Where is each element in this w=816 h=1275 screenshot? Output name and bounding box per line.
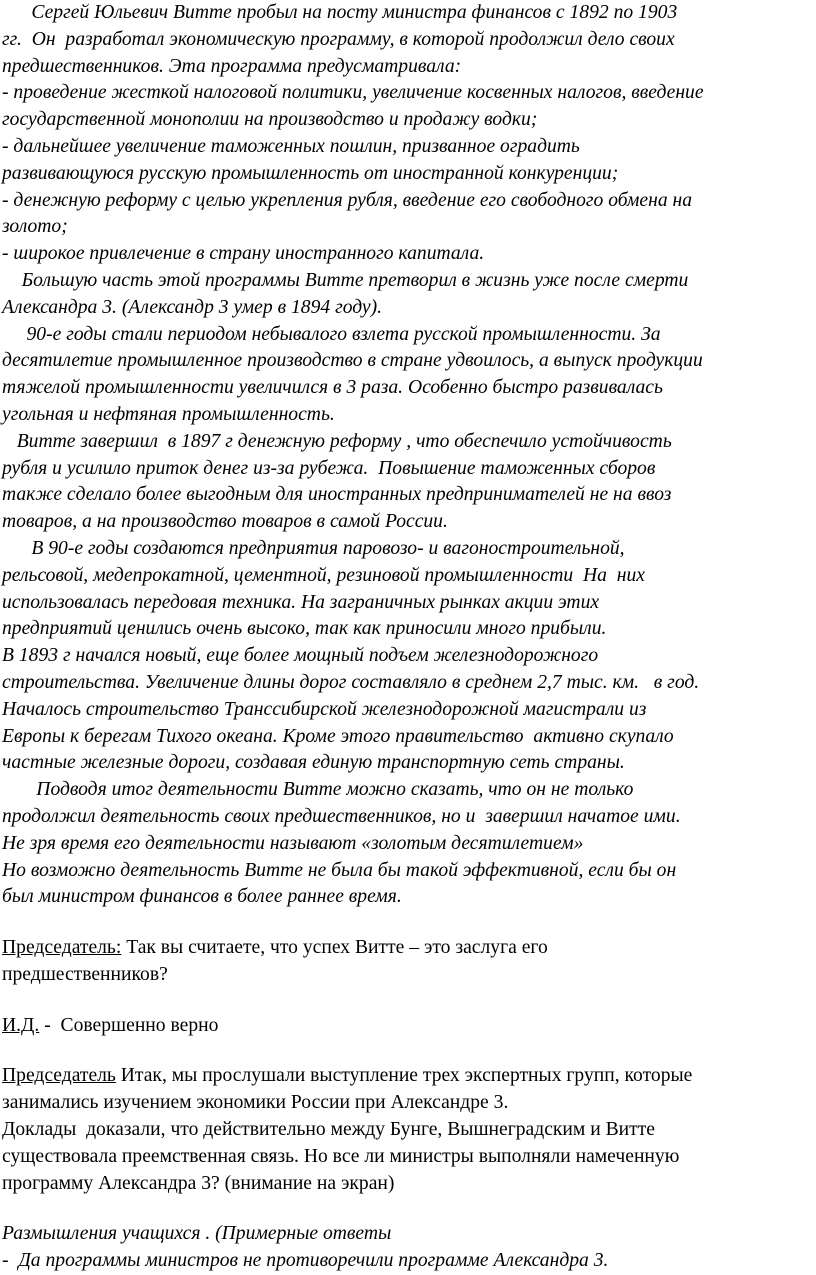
text-line: также сделало более выгодным для иностранных предпринимателей не на ввоз [2, 484, 672, 506]
text-line: Сергей Юльевич Витте пробыл на посту министра финансов с 1892 по 1903 [2, 2, 678, 23]
reflection-line: Размышления учащихся . (Примерные ответы [2, 1223, 392, 1245]
text-line: предприятий ценились очень высоко, так как приносили много прибыли. [2, 618, 607, 640]
text-line: 90-е годы стали периодом небывалого взлета русской промышленности. За [2, 323, 661, 345]
text-line: развивающуюся русскую промышленность от иностранной конкуренции; [2, 162, 619, 184]
text-line: частные железные дороги, создавая единую транспортную сеть страны. [2, 752, 625, 774]
speaker-label: И.Д. [2, 1014, 40, 1036]
speaker-label: Председатель [2, 1065, 116, 1087]
text-line: Большую часть этой программы Витте претворил в жизнь уже после смерти [2, 269, 689, 291]
text-line: рельсовой, медепрокатной, цементной, резиновой промышленности На них [2, 564, 645, 586]
dialogue-line: предшественников? [2, 963, 168, 985]
spacer [2, 911, 814, 935]
text-line: - проведение жесткой налоговой политики, увеличение косвенных налогов, введение [2, 82, 704, 104]
text-line: Европы к берегам Тихого океана. Кроме этого правительство активно скупало [2, 725, 674, 747]
spacer [2, 1197, 814, 1221]
text-line: - широкое привлечение в страну иностранного капитала. [2, 243, 485, 265]
dialogue-chairman-2 [2, 1063, 814, 1197]
text-line: товаров, а на производство товаров в самой России. [2, 511, 448, 533]
text-line: угольная и нефтяная промышленность. [2, 403, 335, 425]
speech-text: Итак, мы прослушали выступление трех экспертных групп, которые [115, 1065, 693, 1087]
spacer [2, 989, 814, 1013]
text-line: гг. Он разработал экономическую программу, в которой продолжил дело своих [2, 28, 675, 50]
dialogue-line [2, 1013, 814, 1040]
dialogue-line: занимались изучением экономики России при Александре 3. [2, 1092, 509, 1114]
text-line: продолжил деятельность своих предшественников, но и завершил начатое ими. [2, 805, 681, 827]
text-line: Началось строительство Транссибирской железнодорожной магистрали из [2, 698, 647, 720]
dialogue-line: Доклады доказали, что действительно между Бунге, Вышнеградским и Витте [2, 1119, 655, 1141]
text-line: Подводя итог деятельности Витте можно сказать, что он не только [2, 779, 634, 801]
dialogue-line [2, 935, 814, 962]
text-line: Не зря время его деятельности называют «золотым десятилетием» [2, 832, 584, 854]
text-line: государственной монополии на производство и продажу водки; [2, 109, 538, 131]
text-line: Но возможно деятельность Витте не была бы такой эффективной, если бы он [2, 859, 677, 881]
text-line: использовалась передовая техника. На заграничных рынках акции этих [2, 591, 600, 613]
text-line: золото; [2, 216, 68, 238]
dialogue-line: программу Александра 3? (внимание на экран) [2, 1172, 395, 1194]
document-page [2, 0, 814, 1275]
text-line: - дальнейшее увеличение таможенных пошлин, призванное оградить [2, 135, 580, 157]
text-line: строительства. Увеличение длины дорог составляло в среднем 2,7 тыс. км. в год. [2, 671, 700, 693]
speech-text: - Совершенно верно [39, 1014, 219, 1036]
reflection-block [2, 1221, 814, 1275]
text-line: тяжелой промышленности увеличился в 3 раза. Особенно быстро развивалась [2, 377, 663, 399]
dialogue-line: существовала преемственная связь. Но все ли министры выполняли намеченную [2, 1145, 680, 1167]
dialogue-chairman-1 [2, 935, 814, 989]
dialogue-line [2, 1063, 814, 1090]
text-line: был министром финансов в более раннее время. [2, 886, 402, 908]
speech-text: Так вы считаете, что успех Витте – это заслуга его [121, 937, 548, 959]
dialogue-id [2, 1013, 814, 1040]
text-line: Витте завершил в 1897 г денежную реформу , что обеспечило устойчивость [2, 430, 672, 452]
text-line: В 1893 г начался новый, еще более мощный подъем железнодорожного [2, 645, 599, 667]
spacer [2, 1039, 814, 1063]
text-line: В 90-е годы создаются предприятия паровозо- и вагоностроительной, [2, 537, 625, 559]
text-line: рубля и усилило приток денег из-за рубежа. Повышение таможенных сборов [2, 457, 656, 479]
italic-text-block [2, 0, 814, 911]
text-line: - денежную реформу с целью укрепления рубля, введение его свободного обмена на [2, 189, 693, 211]
text-line: десятилетие промышленное производство в стране удвоилось, а выпуск продукции [2, 350, 703, 372]
text-line: Александра 3. (Александр 3 умер в 1894 году). [2, 296, 383, 318]
reflection-line: - Да программы министров не противоречили программе Александра 3. [2, 1250, 609, 1272]
text-line: предшественников. Эта программа предусматривала: [2, 55, 462, 77]
speaker-label: Председатель: [2, 937, 122, 959]
